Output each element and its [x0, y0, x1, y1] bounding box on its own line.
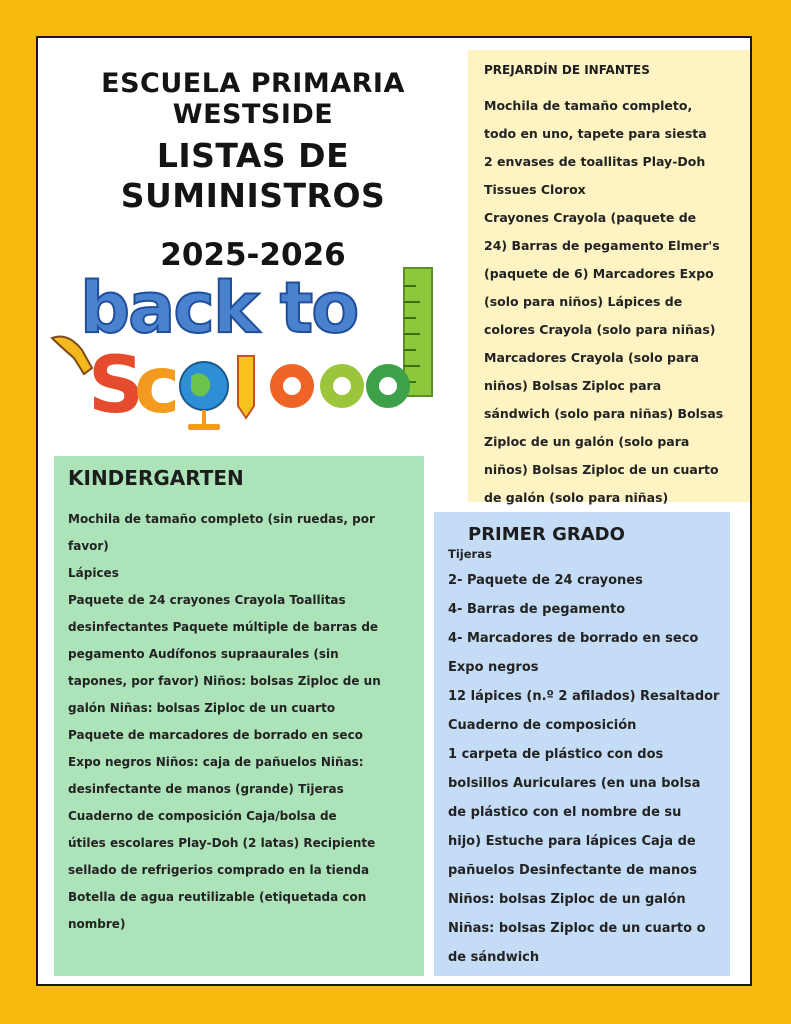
kindergarten-heading: KINDERGARTEN: [68, 466, 244, 490]
first-line: Niñas: bolsas Ziploc de un cuarto o: [448, 921, 706, 936]
logo-word-bottom: school: [48, 231, 100, 250]
school-name-line1: ESCUELA PRIMARIA: [101, 68, 405, 99]
first-line: 4- Marcadores de borrado en seco: [448, 631, 699, 646]
ruler-icon: [404, 268, 432, 396]
prek-line: Mochila de tamaño completo,: [484, 98, 693, 113]
kinder-line: desinfectante de manos (grande) Tijeras: [68, 782, 344, 796]
first-grade-first-item: Tijeras: [448, 547, 492, 561]
flyer-page: [36, 36, 752, 986]
first-line: pañuelos Desinfectante de manos: [448, 863, 697, 878]
prek-line: niños) Bolsas Ziploc de un cuarto: [484, 462, 719, 477]
kinder-line: favor): [68, 539, 109, 553]
kinder-line: desinfectantes Paquete múltiple de barras de: [68, 620, 379, 634]
logo-word-top: back to: [80, 267, 358, 349]
pencil-icon: [238, 356, 254, 418]
prek-line: (solo para niños) Lápices de: [484, 294, 683, 309]
first-line: bolsillos Auriculares (en una bolsa: [448, 776, 701, 791]
first-line: 4- Barras de pegamento: [448, 602, 626, 617]
prek-line: niños) Bolsas Ziploc para: [484, 378, 662, 393]
school-year: 2025-2026: [160, 237, 346, 273]
first-grade-list: [448, 566, 722, 972]
first-line: de plástico con el nombre de su: [448, 805, 682, 820]
prek-line: colores Crayola (solo para niñas): [484, 322, 716, 337]
prek-heading: PREJARDÍN DE INFANTES: [484, 63, 650, 77]
first-line: de sándwich: [448, 950, 540, 965]
prek-line: (paquete de 6) Marcadores Expo: [484, 266, 714, 281]
prek-line: 24) Barras de pegamento Elmer's: [484, 238, 720, 253]
first-line: 2- Paquete de 24 crayones: [448, 573, 643, 588]
kinder-line: nombre): [68, 917, 126, 931]
prek-line: Tissues Clorox: [484, 182, 586, 197]
first-line: 12 lápices (n.º 2 afilados) Resaltador: [448, 689, 720, 704]
first-grade-heading: PRIMER GRADO: [468, 524, 625, 545]
first-line: 1 carpeta de plástico con dos: [448, 747, 664, 762]
prek-line: sándwich (solo para niñas) Bolsas: [484, 406, 724, 421]
page-title: LISTAS DE SUMINISTROS: [120, 136, 386, 215]
title-block: [38, 68, 468, 274]
logo-letter-c: c: [134, 341, 181, 431]
kinder-line: pegamento Audífonos supraaurales (sin: [68, 647, 339, 661]
first-line: Cuaderno de composición: [448, 718, 637, 733]
back-to-school-logo: [48, 231, 448, 436]
prek-panel: [468, 50, 750, 505]
kinder-line: Cuaderno de composición Caja/bolsa de: [68, 809, 337, 823]
kinder-line: Lápices: [68, 566, 119, 580]
prek-line: 2 envases de toallitas Play-Doh: [484, 154, 706, 169]
kinder-line: sellado de refrigerios comprado en la tienda: [68, 863, 370, 877]
prek-line: Marcadores Crayola (solo para: [484, 350, 699, 365]
logo-letter-s: S: [88, 341, 145, 431]
first-line: hijo) Estuche para lápices Caja de: [448, 834, 696, 849]
first-grade-panel: [434, 512, 730, 976]
first-line: Niños: bolsas Ziploc de un galón: [448, 892, 686, 907]
kinder-line: tapones, por favor) Niños: bolsas Ziploc de un: [68, 674, 381, 688]
school-name-line2: WESTSIDE: [172, 99, 334, 130]
prek-list: [484, 92, 740, 512]
kinder-line: Botella de agua reutilizable (etiquetada con: [68, 890, 367, 904]
prek-line: Ziploc de un galón (solo para: [484, 434, 690, 449]
kinder-line: Mochila de tamaño completo (sin ruedas, por: [68, 512, 375, 526]
prek-line: Crayones Crayola (paquete de: [484, 210, 697, 225]
kindergarten-list: [68, 506, 414, 938]
kinder-line: galón Niñas: bolsas Ziploc de un cuarto: [68, 701, 336, 715]
first-line: Expo negros: [448, 660, 539, 675]
kinder-line: útiles escolares Play-Doh (2 latas) Recipiente: [68, 836, 376, 850]
kinder-line: Paquete de 24 crayones Crayola Toallitas: [68, 593, 346, 607]
prek-line: todo en uno, tapete para siesta: [484, 126, 707, 141]
prek-line: de galón (solo para niñas): [484, 490, 669, 505]
kinder-line: Expo negros Niños: caja de pañuelos Niñas:: [68, 755, 364, 769]
kindergarten-panel: [54, 456, 424, 976]
kinder-line: Paquete de marcadores de borrado en seco: [68, 728, 363, 742]
